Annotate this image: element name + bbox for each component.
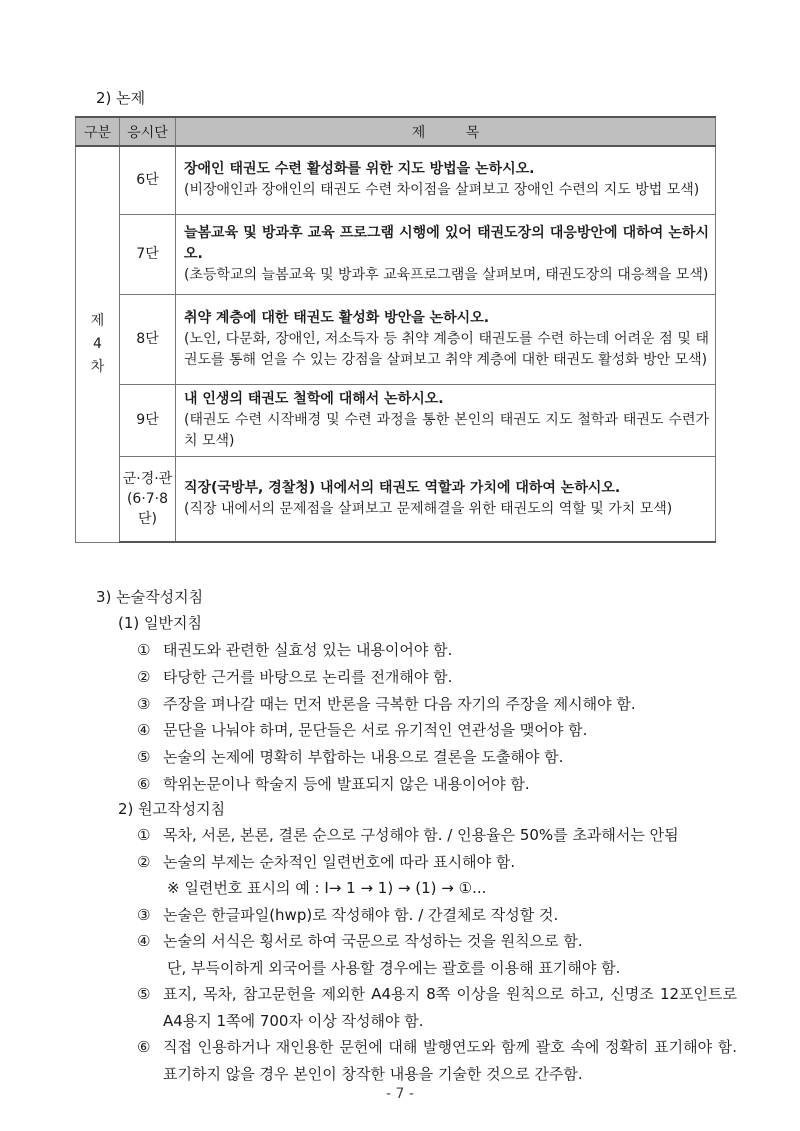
header-title: 제 목 [176,117,716,146]
topic-description: ( 태권도 수련 시작배경 및 수련 과정을 통한 본인의 태권도 지도 철학과 태권도 수련가치 모색 ) [184,410,709,452]
topic-description: ( 노인, 다문화, 장애인, 저소득자 등 취약 계층이 태권도를 수련 하는데 어려운 점 및 태권도를 통해 얻을 수 있는 강점을 살펴보고 취약 계층에 대한 태권도 활성화 방안 모색 ) [184,329,709,371]
list-item [137,1034,737,1087]
item-text-block [163,981,737,1034]
level-cell: 군·경·관 (6·7·8 단) [120,456,176,542]
list-item [137,849,737,902]
item-text-block [163,771,530,798]
item-text: 학위논문이나 학술지 등에 발표되지 않은 내용이어야 함. [163,774,530,793]
topic-description: ( 초등학교의 늘봄교육 및 방과후 교육프로그램을 살펴보며, 태권도장의 대응책을 모색 ) [184,265,709,286]
item-number: ④ [137,721,151,740]
group-cell: 제 4 차 [76,146,120,542]
level-cell: 7단 [120,214,176,294]
topic-description: ( 비장애인과 장애인의 태권도 수련 차이점을 살펴보고 장애인 수련의 지도 방법 모색 ) [184,180,709,201]
item-text: 주장을 펴나갈 때는 먼저 반론을 극복한 다음 자기의 주장을 제시해야 함. [163,694,636,713]
list-item [137,981,737,1034]
item-text-block [163,822,737,849]
topic-title: 직장(국방부, 경찰청) 내에서의 태권도 역할과 가치에 대하여 논하시오. [184,479,621,496]
table-row [76,214,716,294]
item-text: 논술의 서식은 횡서로 하여 국문으로 작성하는 것을 원칙으로 함. [163,932,583,950]
item-text-block [163,744,563,771]
item-number: ⑤ [137,985,151,1003]
topic-content-cell [176,294,716,384]
item-text: 논술은 한글파일(hwp)로 작성해야 함. / 간결체로 작성할 것. [163,905,559,924]
manuscript-guide-list [137,822,737,1087]
level-cell: 6단 [120,146,176,214]
topic-title: 취약 계층에 대한 태권도 활성화 방안을 논하시오. [184,309,490,326]
list-item [137,744,737,771]
item-subtext: 단, 부득이하게 외국어를 사용할 경우에는 괄호를 이용해 표기해야 함. [167,958,621,977]
list-item [137,664,737,691]
item-number: ⑥ [137,1038,151,1056]
topic-title: 늘봄교육 및 방과후 교육 프로그램 시행에 있어 태권도장의 대응방안에 대하여 논하시오. [184,224,709,262]
item-text: 문단을 나눠야 하며, 문단들은 서로 유기적인 연관성을 맺어야 함. [163,721,588,740]
item-text-block [163,1034,737,1087]
topic-content-cell [176,384,716,456]
item-text-block [163,928,737,981]
table-row [76,146,716,214]
topic-section-heading: 2) 논제 [96,89,146,107]
list-item [137,902,737,929]
list-item [137,928,737,981]
header-level: 응시단 [120,117,176,146]
general-guide-list [137,637,737,798]
page-number: - 7 - [386,1086,414,1102]
table-header-row [76,117,716,146]
item-text: 태권도와 관련한 실효성 있는 내용이어야 함. [163,641,453,659]
item-text: 목차, 서론, 본론, 결론 순으로 구성해야 함. / 인용율은 50%를 초과해서는 안됨 [163,826,679,844]
guide-section-heading: 3) 논술작성지침 [96,588,204,606]
topic-content-cell [176,456,716,542]
topics-table [75,116,716,543]
item-text-block [163,717,587,744]
table-row [76,384,716,456]
level-cell: 9단 [120,384,176,456]
item-text: 타당한 근거를 바탕으로 논리를 전개해야 함. [163,667,453,686]
item-text-block [163,664,452,691]
list-item [137,771,737,798]
item-number: ③ [137,905,151,924]
table-row [76,456,716,542]
item-text-block [163,902,737,929]
manuscript-guide-heading: 2) 원고작성지침 [118,800,226,818]
item-text-block [163,691,636,718]
topic-title: 장애인 태권도 수련 활성화를 위한 지도 방법을 논하시오. [184,161,535,178]
item-text: 직접 인용하거나 재인용한 문헌에 대해 발행연도와 함께 괄호 속에 정확히 표기해야 함. 표기하지 않을 경우 본인이 창작한 내용을 기술한 것으로 간주함. [163,1038,737,1083]
item-number: ② [137,667,151,686]
general-guide-heading: (1) 일반지침 [118,614,202,632]
item-number: ② [137,852,151,871]
header-group: 구분 [76,117,120,146]
list-item [137,717,737,744]
item-text: 논술의 부제는 순차적인 일련번호에 따라 표시해야 함. [163,852,516,871]
item-number: ④ [137,932,151,950]
item-text-block [163,637,452,664]
list-item [137,822,737,849]
level-cell: 8단 [120,294,176,384]
item-text-block [163,849,737,902]
topic-description: ( 직장 내에서의 문제점을 살펴보고 문제해결을 위한 태권도의 역할 및 가치 모색 ) [184,499,709,520]
item-text: 표지, 목차, 참고문헌을 제외한 A4용지 8쪽 이상을 원칙으로 하고, 신명조 12포인트로 A4용지 1쪽에 700자 이상 작성해야 함. [163,985,737,1030]
list-item [137,637,737,664]
table-row [76,294,716,384]
item-number: ⑥ [137,774,151,793]
list-item [137,691,737,718]
topic-content-cell [176,214,716,294]
item-text: 논술의 논제에 명확히 부합하는 내용으로 결론을 도출해야 함. [163,748,564,767]
item-number: ① [137,826,151,844]
item-subtext: ※ 일련번호 표시의 예 : Ⅰ→ 1 → 1) → (1) → ①... [167,879,487,897]
item-number: ⑤ [137,748,151,767]
topic-title: 내 인생의 태권도 철학에 대해서 논하시오. [184,390,444,407]
item-number: ③ [137,694,151,713]
item-number: ① [137,641,151,659]
topic-content-cell [176,146,716,214]
